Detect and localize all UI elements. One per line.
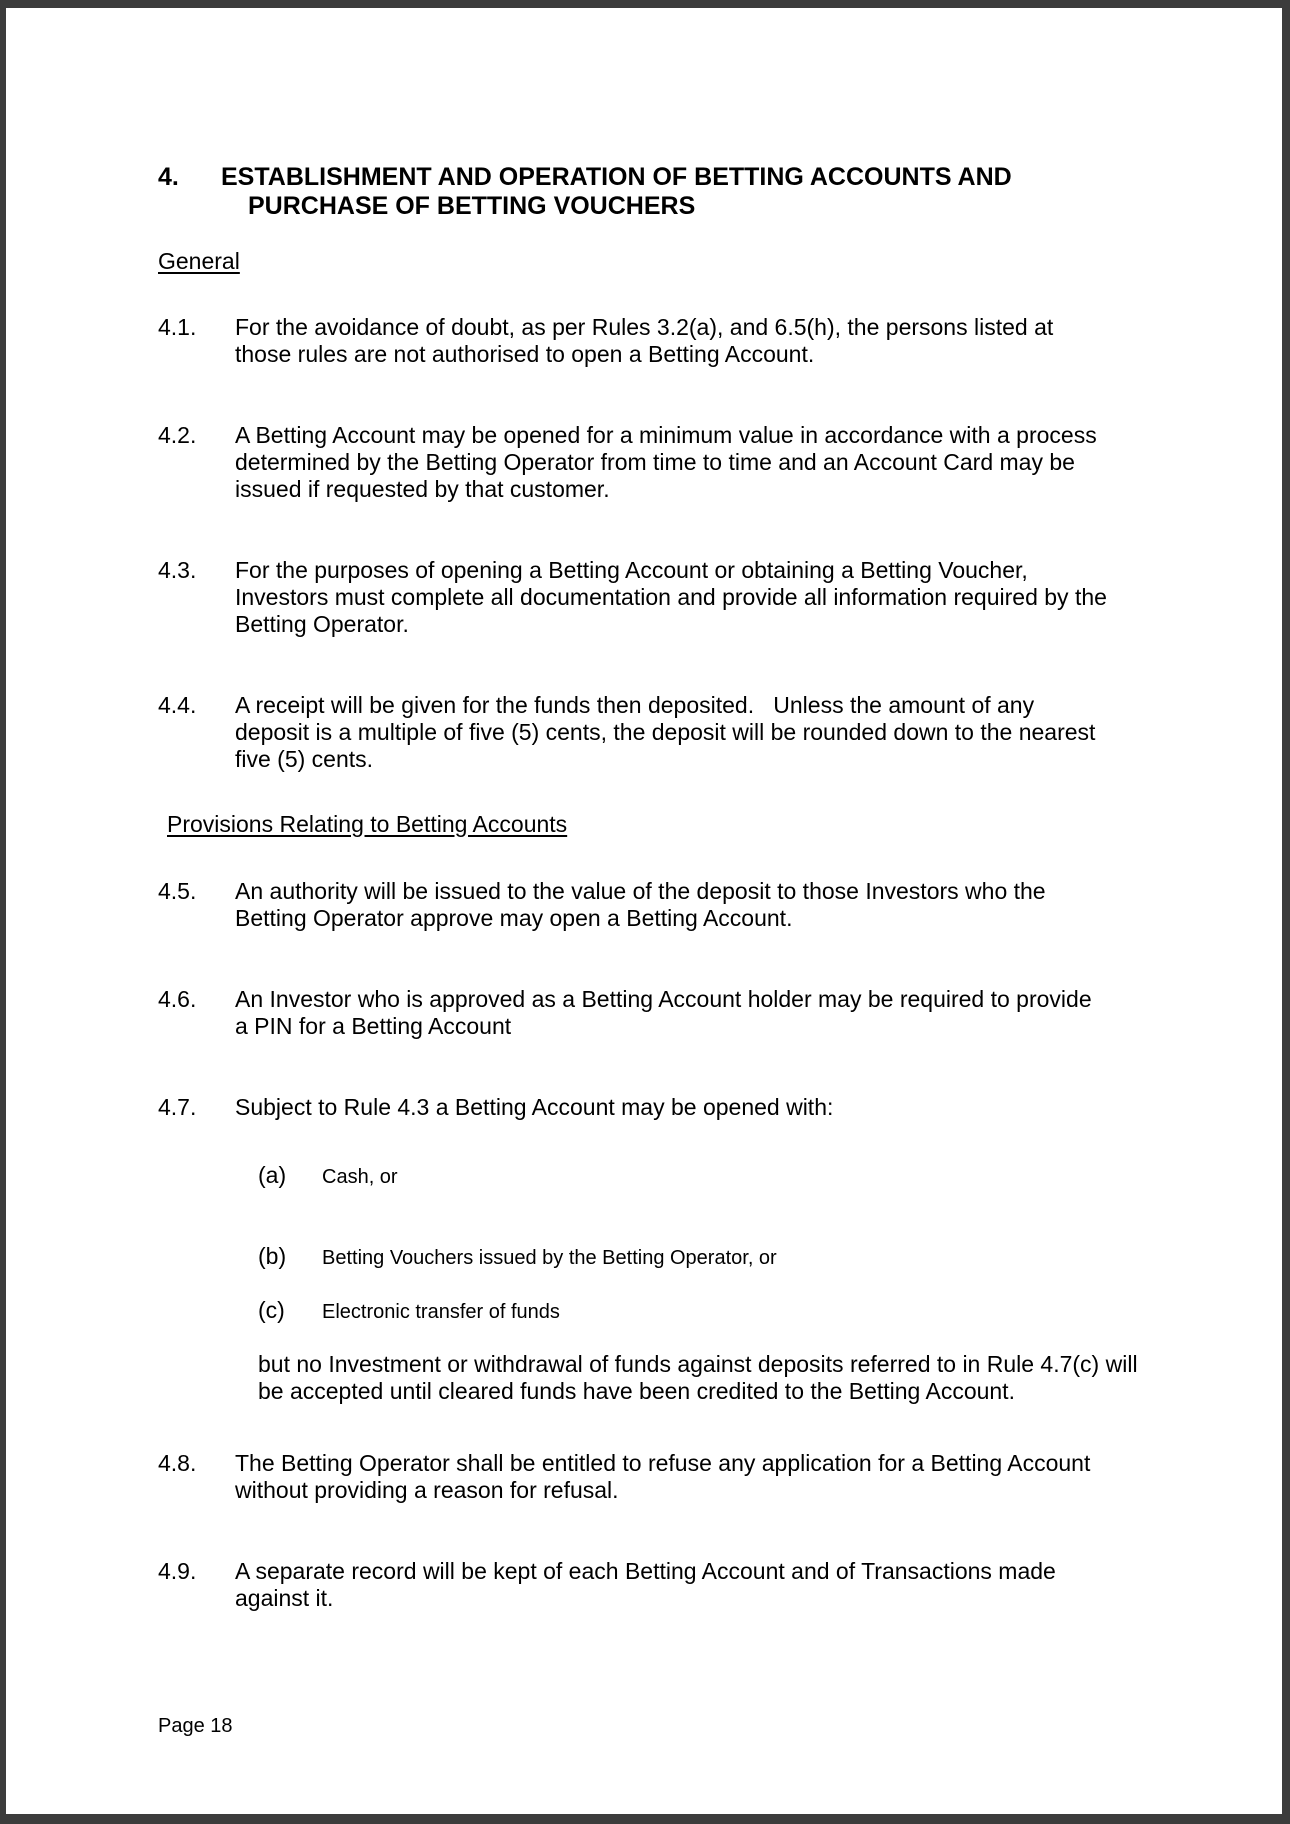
subheading-provisions: Provisions Relating to Betting Accounts (167, 811, 568, 837)
subitem-label: (a) (258, 1162, 287, 1188)
page-number: Page 18 (158, 1715, 233, 1737)
clause-text-line: Subject to Rule 4.3 a Betting Account may be opened with: (235, 1094, 834, 1120)
clause-number: 4.1. (158, 314, 197, 340)
subheading-general: General (158, 248, 240, 274)
clause-number: 4.5. (158, 878, 197, 904)
clause-text-line: A separate record will be kept of each Betting Account and of Transactions made (235, 1558, 1056, 1584)
section-number: 4. (158, 163, 179, 191)
clause-number: 4.6. (158, 986, 197, 1012)
clause-number: 4.9. (158, 1558, 197, 1584)
clause-text-line: those rules are not authorised to open a Betting Account. (235, 341, 815, 367)
clause-number: 4.4. (158, 692, 197, 718)
clause-number: 4.2. (158, 422, 197, 448)
clause-tail-line: be accepted until cleared funds have been credited to the Betting Account. (258, 1378, 1015, 1404)
subitem-label: (b) (258, 1243, 287, 1269)
clause-text-line: A Betting Account may be opened for a minimum value in accordance with a process (235, 422, 1097, 448)
clause-text-line: An Investor who is approved as a Betting Account holder may be required to provide (235, 986, 1092, 1012)
clause-text-line: issued if requested by that customer. (235, 476, 610, 502)
clause-text-line: a PIN for a Betting Account (235, 1013, 512, 1039)
subitem-text: Betting Vouchers issued by the Betting Operator, or (322, 1247, 777, 1269)
subitem-label: (c) (258, 1297, 285, 1323)
clause-text-line: without providing a reason for refusal. (235, 1477, 619, 1503)
clause-text-line: The Betting Operator shall be entitled to refuse any application for a Betting Account (235, 1450, 1091, 1476)
clause-text-line: An authority will be issued to the value of the deposit to those Investors who the (235, 878, 1046, 904)
clause-text-line: Investors must complete all documentation and provide all information required by the (235, 584, 1107, 610)
clause-text-line: Betting Operator. (235, 611, 409, 637)
clause-text-line: A receipt will be given for the funds then deposited. Unless the amount of any (235, 692, 1035, 718)
subitem-text: Cash, or (322, 1166, 398, 1188)
subitem-text: Electronic transfer of funds (322, 1301, 560, 1323)
section-title-line-2: PURCHASE OF BETTING VOUCHERS (248, 192, 696, 220)
section-title-line-1: ESTABLISHMENT AND OPERATION OF BETTING ACCOUNTS AND (221, 163, 1012, 191)
clause-text-line: determined by the Betting Operator from time to time and an Account Card may be (235, 449, 1075, 475)
clause-text-line: against it. (235, 1585, 334, 1611)
clause-tail-line: but no Investment or withdrawal of funds against deposits referred to in Rule 4.7(c) will (258, 1351, 1138, 1377)
clause-text-line: deposit is a multiple of five (5) cents, the deposit will be rounded down to the nearest (235, 719, 1096, 745)
clause-number: 4.8. (158, 1450, 197, 1476)
clause-number: 4.3. (158, 557, 197, 583)
clause-text-line: For the purposes of opening a Betting Account or obtaining a Betting Voucher, (235, 557, 1028, 583)
document-page (6, 8, 1282, 1814)
clause-text-line: Betting Operator approve may open a Betting Account. (235, 905, 793, 931)
clause-number: 4.7. (158, 1094, 197, 1120)
clause-text-line: For the avoidance of doubt, as per Rules 3.2(a), and 6.5(h), the persons listed at (235, 314, 1054, 340)
clause-text-line: five (5) cents. (235, 746, 374, 772)
